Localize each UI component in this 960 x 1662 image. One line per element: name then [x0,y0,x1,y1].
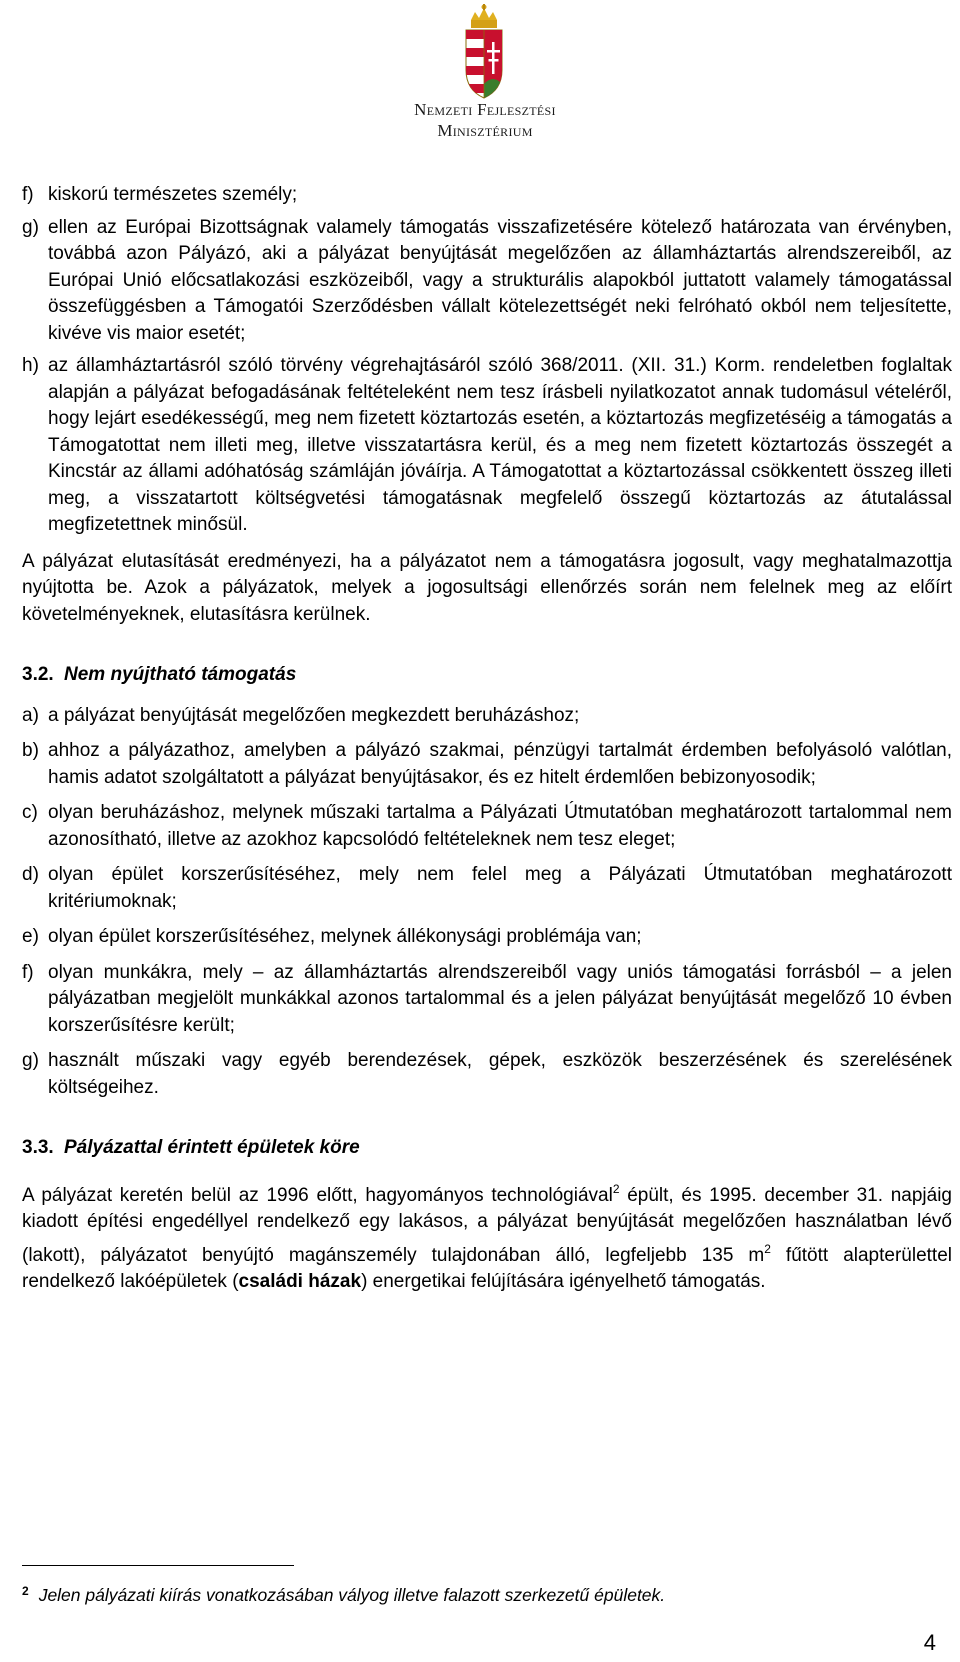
list-item [22,924,952,951]
list-item-label: f) [22,184,34,205]
list-item-text: használt műszaki vagy egyéb berendezések, gépek, eszközök beszerzésének és szerelésének költségeihez. [48,1050,952,1098]
list-item-text: ellen az Európai Bizottságnak valamely támogatás visszafizetésére kötelező határozata van érvényben, továbbá azon Pályázó, aki a pályázat benyújtását megelőzően az államháztartás alrendszereiből, az Európai Unió előcsatlakozási eszközeiből, vagy a strukturális alapokból juttatott valamely támogatással összefüggésben a Támogatói Szerződésben vállalt kötelezettségét neki felróható okból nem teljesítette, kivéve vis maior esetét; [48,216,952,344]
list-item-label: d) [22,864,39,885]
list-item-text: olyan beruházáshoz, melynek műszaki tartalma a Pályázati Útmutatóban meghatározott tartalommal nem azonosítható, illetve az azokhoz kapcsolódó feltételeknek nem tesz eleget; [48,802,952,850]
section-title: Pályázattal érintett épületek köre [64,1137,360,1158]
paragraph-eligible-buildings [22,1176,952,1296]
list-item [22,800,952,853]
list-item-text: ahhoz a pályázathoz, amelyben a pályázó szakmai, pénzügyi tartalmát érdemben befolyásoló valótlan, hamis adatot szolgáltatott a pályázat benyújtásakor, és ez hitelt érdemlően bebizonyosodik; [48,740,952,788]
list-item-label: g) [22,216,39,238]
section-number: 3.2. [22,664,54,685]
list-item-label: f) [22,961,34,983]
list-item [22,862,952,915]
section-number: 3.3. [22,1137,54,1158]
page-number: 4 [923,1630,936,1655]
list-item [22,738,952,791]
list-item-text: az államháztartásról szóló törvény végrehajtásáról szóló 368/2011. (XII. 31.) Korm. rendeletben foglaltak alapján a pályázat befogadásának feltételeként nem tesz írásbeli nyilatkozatot annak tudomásul vételéről, hogy lejárt esedékességű, meg nem fizetett köztartozás esetén, a köztartozás megfizetéséig a támogatás a Támogatottat nem illeti meg, illetve visszatartásra kerül, és a meg nem fizetett köztartozás összegét a Kincstár az állami adóhatóság számláján jóváírja. A Támogatottat a köztartozással csökkentett összeg illeti meg, a visszatartott költségvetési támogatásnak megfelelő összegű köztartozás az átutalással megfizetettnek minősül. [48,355,952,535]
section-title: Nem nyújtható támogatás [64,664,297,685]
list-item-label: c) [22,802,38,823]
list-item [22,1048,952,1101]
footnote-mark: 2 [22,1584,29,1598]
superscript: 2 [764,1241,771,1256]
paragraph-text: ) energetikai felújítására igényelhető támogatás. [361,1271,766,1292]
list-item [22,182,952,209]
paragraph-rejection: A pályázat elutasítását eredményezi, ha a pályázatot nem a támogatásra jogosult, vagy meghatalmazottja nyújtotta be. Azok a pályázatok, melyek a jogosultsági ellenőrzés során nem felelnek meg az előírt követelményeknek, elutasításra kerülnek. [22,550,952,625]
footnote-separator [22,1565,294,1566]
document-body [22,182,952,1296]
bold-term: családi házak [238,1271,362,1292]
list-item-label: h) [22,355,39,376]
list-item [22,353,952,539]
list-item-label: e) [22,926,39,947]
list-item-label: a) [22,704,39,726]
list-item-text: olyan épület korszerűsítéséhez, melynek állékonysági problémája van; [48,926,642,947]
ministry-line-1: Nemzeti Fejlesztési [414,100,556,119]
list-item-text: olyan munkákra, mely – az államháztartás alrendszereiből vagy uniós támogatási forrásból – a jelen pályázatban megjelölt munkákkal azonos tartalommal és a jelen pályázat benyújtását megelőző 10 évben korszerűsítésre került; [48,961,952,1036]
coat-of-arms-icon [462,4,506,100]
list-item [22,215,952,348]
page-header [0,0,960,150]
section-heading [22,1135,952,1162]
paragraph-text: A pályázat keretén belül az 1996 előtt, hagyományos technológiával [22,1184,613,1206]
paragraph-text: épült, és 1995. december 31. napjáig kiadott építési engedéllyel rendelkező egy lakásos, a pályázat benyújtását megelőzően használatban lévő (lakott), pályázatot benyújtó magánszemély tulajdonában álló, legfeljebb 135 m [22,1184,952,1266]
list-item-label: g) [22,1050,39,1071]
list-item-text: a pályázat benyújtását megelőzően megkezdett beruházáshoz; [48,704,580,726]
list-item-text: olyan épület korszerűsítéséhez, mely nem felel meg a Pályázati Útmutatóban meghatározott kritériumoknak; [48,864,952,912]
ministry-line-2: Minisztérium [437,121,533,140]
footnote-text: Jelen pályázati kiírás vonatkozásában vályog illetve falazott szerkezetű épületek. [38,1585,666,1605]
list-item [22,703,952,730]
footnote-reference: 2 [612,1181,620,1196]
footnote [22,1580,922,1606]
ministry-name [380,99,590,141]
list-item-label: b) [22,740,39,761]
list-item [22,960,952,1040]
list-item-text: kiskorú természetes személy; [48,184,298,205]
section-heading [22,662,952,689]
paragraph-text: fűtött alapterülettel rendelkező lakóépületek ( [22,1244,952,1292]
